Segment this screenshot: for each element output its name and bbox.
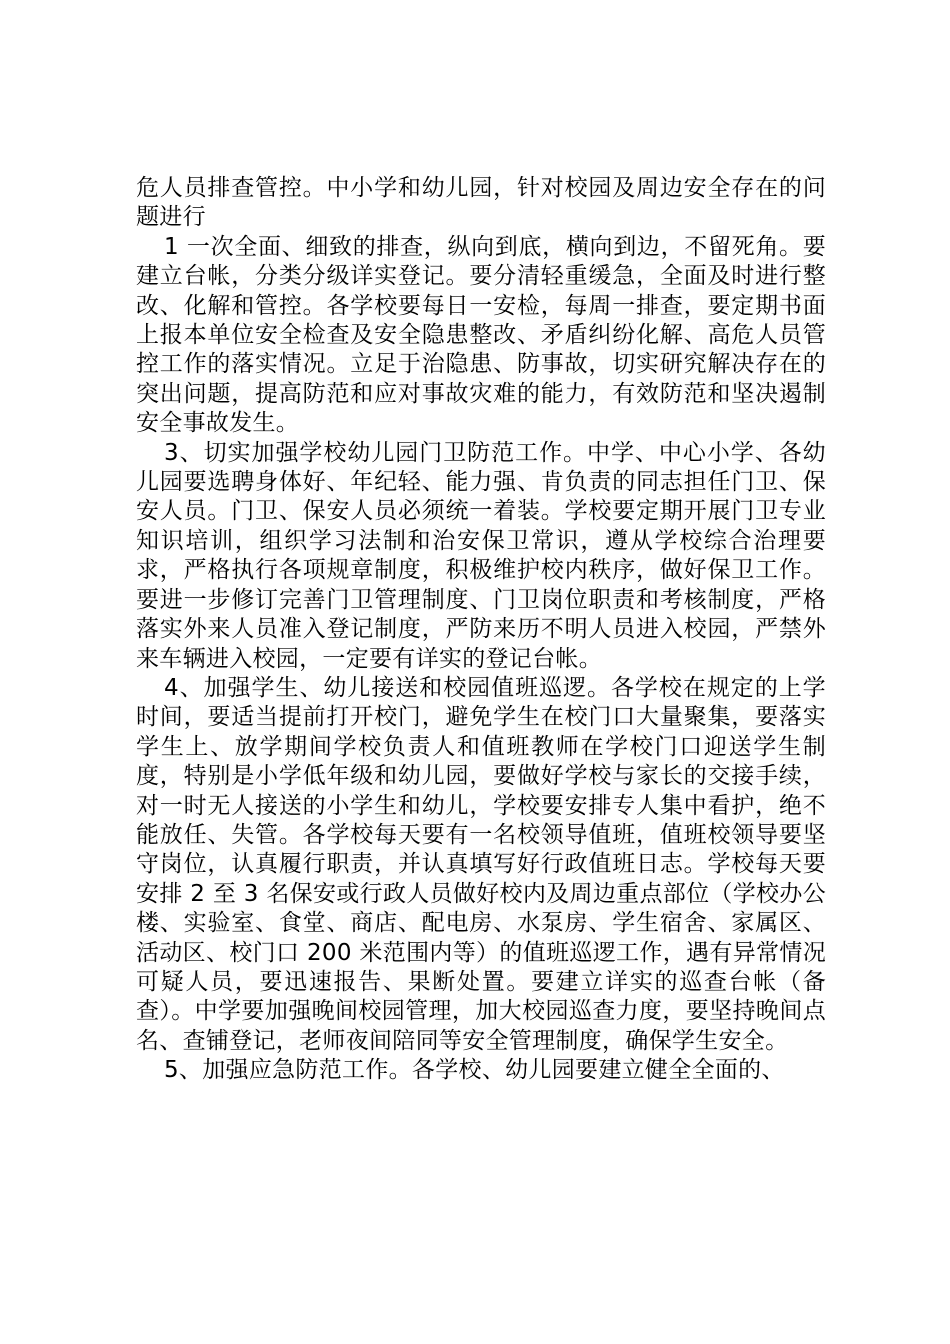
paragraph-item-1: 1 一次全面、细致的排查，纵向到底，横向到边，不留死角。要建立台帐，分类分级详实登记。要分清轻重缓急，全面及时进行整改、化解和管控。各学校要每日一安检，每周一排查，要定期书面上报本单位安全检查及安全隐患整改、矛盾纠纷化解、高危人员管控工作的落实情况。立足于治隐患、防事故，切实研究解决存在的突出问题，提高防范和应对事故灾难的能力，有效防范和坚决遏制安全事故发生。 [136, 233, 826, 437]
paragraph-item-5: 5、加强应急防范工作。各学校、幼儿园要建立健全全面的、 [164, 1057, 785, 1084]
paragraph-continuation: 危人员排查管控。中小学和幼儿园，针对校园及周边安全存在的问题进行 [136, 175, 826, 231]
paragraph-item-3: 3、切实加强学校幼儿园门卫防范工作。中学、中心小学、各幼儿园要选聘身体好、年纪轻、能力强、肯负责的同志担任门卫、保安人员。门卫、保安人员必须统一着装。学校要定期开展门卫专业知识培训，组织学习法制和治安保卫常识，遵从学校综合治理要求，严格执行各项规章制度，积极维护校内秩序，做好保卫工作。要进一步修订完善门卫管理制度、门卫岗位职责和考核制度，严格落实外来人员准入登记制度，严防来历不明人员进入校园，严禁外来车辆进入校园，一定要有详实的登记台帐。 [136, 439, 826, 672]
document-body [136, 174, 826, 1086]
paragraph-item-4: 4、加强学生、幼儿接送和校园值班巡逻。各学校在规定的上学时间，要适当提前打开校门，避免学生在校门口大量聚集，要落实学生上、放学期间学校负责人和值班教师在学校门口迎送学生制度，特别是小学低年级和幼儿园，要做好学校与家长的交接手续，对一时无人接送的小学生和幼儿，学校要安排专人集中看护，绝不能放任、失管。各学校每天要有一名校领导值班，值班校领导要坚守岗位，认真履行职责，并认真填写好行政值班日志。学校每天要安排 2 至 3 名保安或行政人员做好校内及周边重点部位（学校办公楼、实验室、食堂、商店、配电房、水泵房、学生宿舍、家属区、活动区、校门口 200 米范围内等）的值班巡逻工作，遇有异常情况可疑人员，要迅速报告、果断处置。要建立详实的巡查台帐（备查）。中学要加强晚间校园管理，加大校园巡查力度，要坚持晚间点名、查铺登记，老师夜间陪同等安全管理制度，确保学生安全。 [136, 674, 826, 1054]
